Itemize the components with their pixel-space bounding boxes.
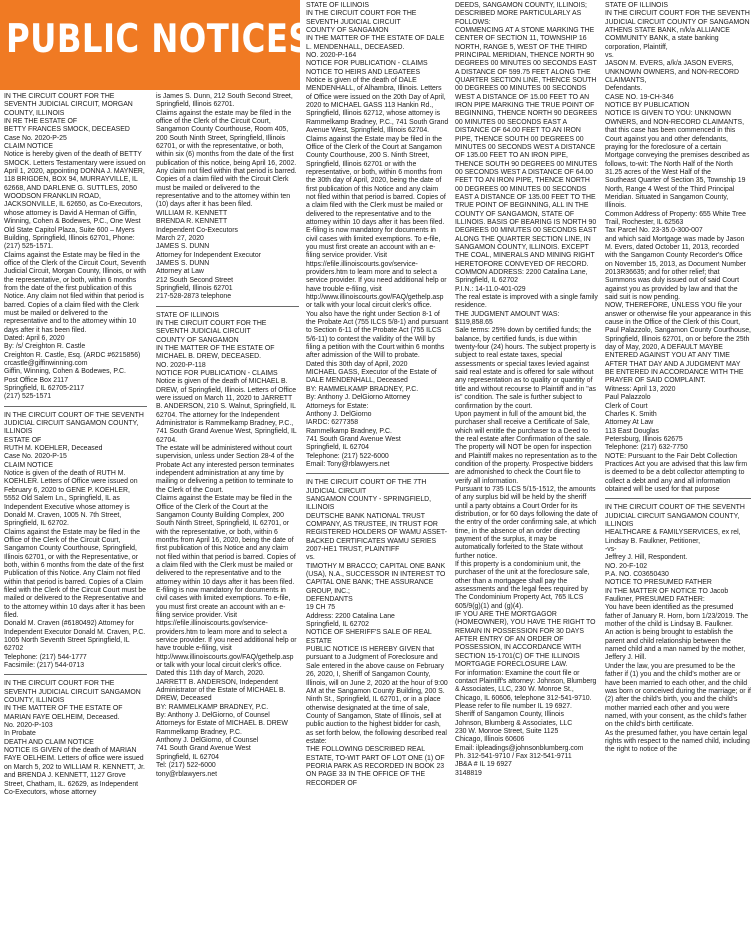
- notice-oelheim-estate-continued: is James S. Dunn, 212 South Second Street, Springfield, Illinois 62701. Claims against the estate may be filed in the office of the Clerk of the Circuit Court, Sangamon County Courthouse, Room 405, 200 South Ninth Street, Springfield, Illinois 62701, or with the representative, or both, within six (6) months from the date of the first publication of this notice, being April 16, 2002. Any claim not filed within that period is barred. Copies of a claim filed with the Circuit Clerk must be mailed or delivered to the representative and to the attorney within ten (10) days after it has been filed. WILLIAM R. KENNETT BRENDA R. KENNETT Independent Co-Executors March 27, 2020 JAMES S. DUNN Attorney for Independent Executor JAMES S. DUNN Attorney at Law 212 South Second Street Springfield, Illinois 62701 217-528-2873 telephone: [156, 93, 297, 301]
- notice-divider: [4, 674, 147, 675]
- column-1: [4, 93, 147, 950]
- notice-sheriff-sale-continued: DEEDS, SANGAMON COUNTY, ILLINOIS; DESCRIBED MORE PARTICULARLY AS FOLLOWS: COMMENCING AT A STONE MARKING THE CENTER OF SECTION 11, TOWNSHIP 16 NORTH, RANGE 5, WEST OF THE THIRD PRINCIPAL MERIDIAN, THENCE NORTH 90 DEGREES 00 MINUTES 00 SECONDS EAST A DISTANCE OF 599.75 FEET ALONG THE QUARTER SECTION LINE, THENCE SOUTH 00 DEGREES 00 MINUTES 00 SECONDS WEST A DISTANCE OF 15.00 FEET TO AN IRON PIPE MARKING THE TRUE POINT OF BEGINNING, THENCE NORTH 90 DEGREES 00 MINUTES 00 SECONDS EAST A DISTANCE OF 64.00 FEET TO AN IRON PIPE, THENCE SOUTH 00 DEGREES 00 MINUTES 00 SECONDS WEST A DISTANCE OF 135.00 FEET TO AN IRON PIPE, THENCE SOUTH 90 DEGREES 00 MINUTES 00 SECONDS WEST A DISTANCE OF 64.00 FEET TO AN IRON PIPE, THENCE NORTH 00 DEGREES 00 MINUTES 00 SECONDS EAST A DISTANCE OF 135.00 FEET TO THE TRUE POINT OF BEGINNING, ALL IN THE COUNTY OF SANGAMON, STATE OF ILLINOIS. BASIS OF BEARING IS NORTH 90 DEGREES 00 MINUTES 00 SECONDS EAST ALONG THE QUARTER SECTION LINE, IN SANGAMON COUNTY, ILLINOIS. EXCEPT THE COAL, MINERALS AND MINING RIGHT HERETOFORE CONVEYED OF RECORD. COMMON ADDRESS: 2200 Catalina Lane, Springfield, IL 62702 P.I.N.: 14-11.0-401-029 The real estate is improved with a single family residence. THE JUDGMENT AMOUNT WAS: $119,858.65 Sale terms: 25% down by certified funds; the balance, by certified funds, is due within twenty-four (24) hours. The subject property is subject to real estate taxes, special assessments or special taxes levied against said real estate and is offered for sale without any representation as to quality or quantity of title and without recourse to Plaintiff and in "as is" condition. The sale is further subject to confirmation by the court. Upon payment in full of the amount bid, the purchaser shall receive a Certificate of Sale, which will entitle the purchaser to a Deed to the real estate after Confirmation of the sale. The property will NOT be open for inspection and Plaintiff makes no representation as to the condition of the property. Prospective bidders are admonished to check the Court file to verify all information. Pursuant to 735 ILCS 5/15-1512, the amounts of any surplus bid will be held by the sheriff until a party obtains a Court Order for its distribution, or for 60 days following the date of the entry of the order confirming sale, at which time, in the absence of an order directing payment of the surplus, it may be automatically forfeited to the State without further notice. If this property is a condominium unit, the purchaser of the unit at the foreclosure sale, other than a mortgagee shall pay the assessments and the legal fees required by The Condominium Property Act, 765 ILCS 605/9(g)(1) and (g)(4). IF YOU ARE THE MORTGAGOR (HOMEOWNER), YOU HAVE THE RIGHT TO REMAIN IN POSSESSION FOR 30 DAYS AFTER ENTRY OF AN ORDER OF POSSESSION, IN ACCORDANCE WITH SECTION 15-1701(C) OF THE ILLINOIS MORTGAGE FORECLOSURE LAW. For information: Examine the court file or contact Plaintiff's attorney: Johnson, Blumberg & Associates, LLC, 230 W. Monroe St., Chicago, IL 60606, telephone 312-541-9710. Please refer to file number IL 19 6927. Sheriff of Sangamon County, Illinois Johnson, Blumberg & Associates, LLC 230 W. Monroe Street, Suite 1125 Chicago, Illinois 60606 Email: ilpleadings@johnsonblumberg.com Ph. 312-541-9710 / Fax 312-541-9711 JB&A # IL 19 6927 3148819: [455, 2, 598, 777]
- column-2: [156, 93, 299, 950]
- public-notices-banner: [0, 0, 313, 90]
- notice-sheriff-sale: IN THE CIRCUIT COURT OF THE 7TH JUDICIAL CIRCUIT SANGAMON COUNTY - SPRINGFIELD, ILLINOIS DEUTSCHE BANK NATIONAL TRUST COMPANY, AS TRUSTEE, IN TRUST FOR REGISTERED HOLDERS OF WAMU ASSET-BACKED CERTIFICATES WAMU SERIES 2007-HE1 TRUST, PLAINTIFF vs. TIMOTHY M BRACCO; CAPITAL ONE BANK (USA), N.A., SUCCESSOR IN INTEREST TO CAPITAL ONE BANK; THE ASSURANCE GROUP, INC.; DEFENDANTS 19 CH 75 Address: 2200 Catalina Lane Springfield, IL 62702 NOTICE OF SHERIFF'S SALE OF REAL ESTATE PUBLIC NOTICE IS HEREBY GIVEN that pursuant to a Judgment of Foreclosure and Sale entered in the above cause on February 26, 2020, I, Sheriff of Sangamon County, Illinois, will on June 2, 2020 at the hour of 9:00 AM at the Sangamon County Building, 200 S. Ninth St., Springfield, IL 62701, or in a place otherwise designated at the time of sale, County of Sangamon, State of Illinois, sell at public auction to the highest bidder for cash, as set forth below, the following described real estate: THE FOLLOWING DESCRIBED REAL ESTATE, TO-WIT PART OF LOT ONE (1) OF PEORIA PARK AS RECORDED IN BOOK 23 ON PAGE 33 IN THE OFFICE OF THE RECORDER OF: [306, 479, 448, 787]
- notice-divider: [605, 498, 751, 499]
- notice-presumed-father: IN THE CIRCUIT COURT OF THE SEVENTH JUDICIAL CIRCUIT SANGAMON COUNTY, ILLINOIS HEALTHCARE & FAMILYSERVICES, ex rel, Lindsay B. Faulkner, Petitioner, -vs- Jeffrey J. Hill, Respondent. NO. 20-F-102 P.A. NO. C03650430 NOTICE TO PRESUMED FATHER IN THE MATTER OF NOTICE TO Jacob Faulkner, PRESUMED FATHER: You have been identified as the presumed father of January R. Horn, born 1/23/2019. The mother of the child is Lindsay B. Faulkner. An action is being brought to establish the parent and child relationship between the named child and a man named by the mother, Jeffery J. Hill. Under the law, you are presumed to be the father if (1) you and the child's mother are or have been married to each other, and the child was born or conceived during the marriage; or if (2) after the child's birth, you and the child's mother married each other and you were named, with your consent, as the child's father on the child's birth certificate. As the presumed father, you have certain legal rights with respect to the named child, including the right to notice of the: [605, 504, 751, 754]
- notice-evers-foreclosure: STATE OF ILLINOIS IN THE CIRCUIT COURT FOR THE SEVENTH JUDICIAL CIRCUIT COUNTY OF SANGAMON ATHENS STATE BANK, n/k/a ALLIANCE COMMUNITY BANK, a state banking corporation, Plaintiff, vs. JASON M. EVERS, a/k/a JASON EVERS, UNKNOWN OWNERS, and NON-RECORD CLAIMANTS, Defendants. CASE NO. 19-CH-346 NOTICE BY PUBLICATION NOTICE IS GIVEN TO YOU: UNKNOWN OWNERS, and NON-RECORD CLAIMANTS, that this case has been commenced in this Court against you and other defendants, praying for the foreclosure of a certain Mortgage conveying the premises described as follows, to-wit: The North Half of the North 31.25 acres of the West Half of the Southeast Quarter of Section 35, Township 19 North, Range 4 West of the Third Principal Meridian. Situated in Sangamon County, Illinois. Common Address of Property: 655 White Tree Trail, Rochester, IL 62563 Tax Parcel No. 23-35.0-300-007 and which said Mortgage was made by Jason M. Evers, dated October 11, 2013, recorded with the Sangamon County Recorder's Office on November 15, 2013, as Document Number 2013R36635; and for other relief; that Summons was duly issued out of said Court against you as provided by law and that the said suit is now pending. NOW, THEREFORE, UNLESS YOU file your answer or otherwise file your appearance in this cause in the Office of the Clerk of this Court, Paul Palazzolo, Sangamon County Courthouse, Springfield, Illinois 62701, on or before the 25th day of May, 2020, A DEFAULT MAYBE ENTERED AGAINST YOU AT ANY TIME AFTER THAT DAY AND A JUDGMENT MAY BE ENTERED IN ACCORDANCE WITH THE PRAYER OF SAID COMPLAINT. Witness: April 13, 2020 Paul Palazzolo Clerk of Court Charles K. Smith Attorney At Law 113 East Douglas Petersburg, Illinois 62675 Telephone: (217) 632-7750 NOTE: Pursuant to the Fair Debt Collection Practices Act you are advised that this law firm is deemed to be a debt collector attempting to collect a debt and any and all information obtained will be used for that purpose: [605, 2, 751, 493]
- notice-koehler-estate: IN THE CIRCUIT COURT OF THE SEVENTH JUDICIAL CIRCUIT SANGAMON COUNTY, ILLINOIS ESTATE OF RUTH M. KOEHLER, Deceased Case No. 2020-P-15 CLAIM NOTICE Notice is given of the death of RUTH M. KOEHLER. Letters of Office were issued on February 6, 2020 to GENE P. KOEHLER, 5552 Old Salem Ln., Springfield, IL as Independent Executive whose attorney is Donald M. Craven, 1005 N. 7th Street, Springfield, IL 62702. Claims against the Estate may be filed in the Office of the Clerk of the Circuit Court, Sangamon County Courthouse, Springfield, Illinois 62701, or with the Representative, or both, within 6 months from the date of the first Publication of this Notice. Any Claim not filed within that period is barred. Copies of a Claim filed with the Clerk of the Circuit Court must be mailed or delivered to the Representative and to the attorney within 10 days after it has been filed. Donald M. Craven (#6180492) Attorney for Independent Executor Donald M. Craven, P.C. 1005 North Seventh Street Springfield, IL 62702 Telephone: (217) 544-1777 Facsimile: (217) 544-0713: [4, 411, 147, 670]
- column-5: [605, 2, 751, 950]
- column-3: [306, 2, 449, 950]
- notice-divider: [306, 473, 449, 474]
- column-4: [455, 2, 598, 950]
- notice-smock-estate: IN THE CIRCUIT COURT FOR THE SEVENTH JUDICIAL CIRCUIT, MORGAN COUNTY, ILLINOIS IN RE THE ESTATE OF BETTY FRANCES SMOCK, DECEASED Case No. 2020-P-25 CLAIM NOTICE Notice is hereby given of the death of BETTY SMOCK. Letters Testamentary were issued on April 1, 2020, appointing DONNA J. MAYNER, 118 BRIGDEN, BOX 94, MURRAYVILLE, IL 62668, AND DARLENE G. SUTTLES, 2050 WOODSON FRANKLIN ROAD, JACKSONVILLE, IL 62650, as Co-Executors, whose attorney is David A Herman of Giffin, Winning, Cohen & Bodewes, P.C., One West Old State Capitol Plaza, Suite 600 – Myers Building, Springfield, Illinois 62701, Phone: (217) 525-1571. Claims against the Estate may be filed in the office of the Clerk of the Circuit Court, Seventh Judicial Circuit, Morgan County, Illinois, or with the representative, or both, within 6 months from the date of the first publication of this Notice. Any claim not filed within that period is barred. Copies of a claim filed with the Clerk must be mailed or delivered to the representative and to the attorney within 10 days after it has been filed. Dated: April 6, 2020 By: /s/ Creighton R. Castle Creighton R. Castle, Esq. (ARDC #6215856) crcastle@giffinwinning.com Giffin, Winning, Cohen & Bodewes, P.C. Post Office Box 2117 Springfield, IL 62705-2117 (217) 525-1571: [4, 93, 146, 401]
- notice-divider: [4, 406, 147, 407]
- notice-drew-estate: STATE OF ILLINOIS IN THE CIRCUIT COURT FOR THE SEVENTH JUDICIAL CIRCUIT COUNTY OF SANGAMON IN THE MATTER OF THE ESTATE OF MICHAEL B. DREW, DECEASED. NO. 2020-P-118 NOTICE FOR PUBLICATION - CLAIMS Notice is given of the death of MICHAEL B. DREW, of Springfield, Illinois. Letters of Office were issued on March 11, 2020 to JARRETT B. ANDERSON, 210 S. Walnut, Springfield, IL 62704. The attorney for the Independent Administrator is Rammelkamp Bradney, P.C., 741 South Grand Avenue West, Springfield, IL 62704. The estate will be administered without court supervision, unless under Section 28-4 of the Probate Act any interested person terminates independent administration at any time by mailing or delivering a petition to terminate to the Clerk of the Court. Claims against the Estate may be filed in the Office of the Clerk of the Court at the Sangamon County Building Complex, 200 South Ninth Street, Springfield, IL 62701, or with the representative, or both, within 6 months from April 16, 2020, being the date of first publication of this Notice and any claim not filed within that period is barred. Copies of a claim filed with the Clerk must be mailed or delivered to the representative and to the attorney within 10 days after it has been filed. E-filing is now mandatory for documents in civil cases with limited exemptions. To e-file, you must first create an account with an e-filing service provider. Visit https://efile.illinoiscourts.gov/service-providers.htm to learn more and to select a service provider. If you need additional help or have trouble e-filing, visit http://www.illinoiscourts.gov/FAQ/gethelp.asp or talk with your local circuit clerk's office. Dated this 11th day of March, 2020. JARRETT B. ANDERSON, Independent Administrator of the Estate of MICHAEL B. DREW, Deceased BY: RAMMELKAMP BRADNEY, P.C. By: Anthony J. DelGiorno, of Counsel Attorneys for Estate of MICHAEL B. DREW Rammelkamp Bradney, P.C. Anthony J. DelGiorno, of Counsel 741 South Grand Avenue West Springfield, IL 62704 Tel: (217) 522-6000 tony@rblawyers.net: [156, 311, 297, 778]
- page-title: PUBLIC NOTICES: [6, 17, 313, 62]
- notice-divider: [156, 306, 299, 307]
- notice-oelheim-estate: IN THE CIRCUIT COURT FOR THE SEVENTH JUDICIAL CIRCUIT SANGAMON COUNTY, ILLINOIS IN THE MATTER OF THE ESTATE OF MARIAN FAYE OELHEIM, Deceased. No. 2020-P-103 In Probate DEATH AND CLAIM NOTICE NOTICE IS GIVEN of the death of MARIAN FAYE OELHEIM. Letters of office were issued on March 5, 202 to WILLIAM R. KENNETT, Jr. and BRENDA J. KENNETT, 1127 Grove Street, Chatham, IL. 62629, as Independent Co-Executors, whose attorney: [4, 680, 145, 796]
- notice-mendenhall-estate: STATE OF ILLINOIS IN THE CIRCUIT COURT FOR THE SEVENTH JUDICIAL CIRCUIT COUNTY OF SANGAMON IN THE MATTER OF THE ESTATE OF DALE L. MENDENHALL, DECEASED. NO. 2020-P-164 NOTICE FOR PUBLICATION - CLAIMS NOTICE TO HEIRS AND LEGATEES Notice is given of the death of DALE MENDENHALL, of Alhambra, Illinois. Letters of Office were issued on the 20th Day of April, 2020 to MICHAEL GASS 113 Hankin Rd., Springfield, Illinois 62712, whose attorney is Rammelkamp Bradney, P.C., 741 South Grand Avenue West, Springfield, Illinois 62704. Claims against the Estate may be filed in the Office of the Clerk of the Court at Sangamon County Courthouse, 200 S. Ninth Street, Springfield, Illinois 62701 or with the representative, or both, within 6 months from the 30th day of April, 2020, being the date of first publication of this Notice and any claim not filed within that period is barred. Copies of a claim filed with the Clerk must be mailed or delivered to the representative and to the attorney within 10 days after it has been filed. E-filing is now mandatory for documents in civil cases with limited exemptions. To e-file, you must first create an account with an e-filing service provider. Visit https://efile.illinoiscourts.gov/service-providers.htm to learn more and to select a service provider. If you need additional help or have trouble e-filing, visit http://www.illinoiscourts.gov/FAQ/gethelp.asp or talk with your local circuit clerk's office. You also have the right under Section 8-1 of the Probate Act (755 ILCS 5/8-1) and pursuant to Section 6-11 of the Probate Act (755 ILCS 5/6-11) to contest the validity of the Will by filing a petition with the Court within 6 months after admission of the Will to probate. Dated this 30th day of April, 2020 MICHAEL GASS, Executor of the Estate of DALE MENDENHALL, Deceased BY: RAMMELKAMP BRADNEY, P.C. By: Anthony J. DelGiorno Attorney Attorneys for Estate: Anthony J. DelGiorno IARDC: 6277358 Rammelkamp Bradney, P.C. 741 South Grand Avenue West Springfield, IL 62704 Telephone: (217) 522-6000 Email: Tony@rblawyers.net: [306, 2, 449, 468]
